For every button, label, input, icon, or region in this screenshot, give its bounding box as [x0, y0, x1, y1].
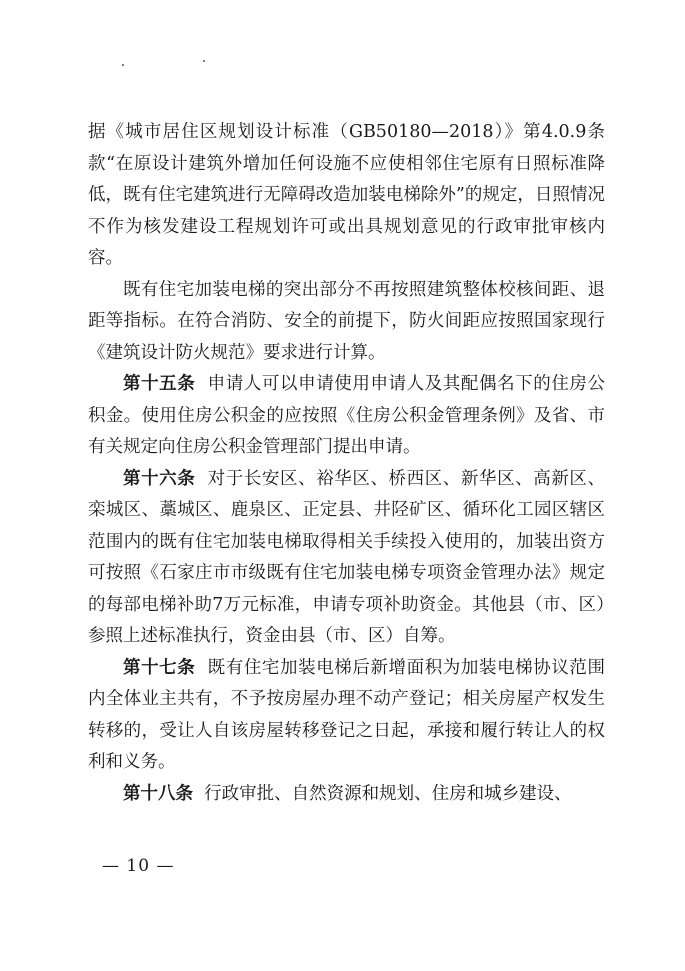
paragraph — [88, 275, 605, 370]
article-18 — [88, 779, 605, 811]
article-15 — [88, 369, 605, 464]
scan-speck — [122, 64, 124, 66]
article-heading: 第十八条 — [123, 783, 193, 804]
article-text: 申请人可以申请使用申请人及其配偶名下的住房公积金。使用住房公积金的应按照《住房公积金管理条例》及省、市有关规定向住房公积金管理部门提出申请。 — [88, 374, 606, 457]
paragraph — [88, 117, 605, 275]
article-text: 行政审批、自然资源和规划、住房和城乡建设、 — [204, 783, 572, 804]
article-heading: 第十五条 — [123, 374, 196, 394]
article-heading: 第十六条 — [123, 468, 196, 489]
page-number: — 10 — — [102, 856, 175, 876]
body-text — [88, 117, 605, 810]
paragraph-text: 既有住宅加装电梯的突出部分不再按照建筑整体校核间距、退距等指标。在符合消防、安全的前提下，防火间距应按照国家现行《建筑设计防火规范》要求进行计算。 — [88, 279, 605, 363]
article-text: 既有住宅加装电梯后新增面积为加装电梯协议范围内全体业主共有，不予按房屋办理不动产登记；相关房屋产权发生转移的，受让人自该房屋转移登记之日起，承接和履行转让人的权利和义务。 — [88, 657, 606, 772]
article-heading: 第十七条 — [123, 657, 196, 678]
article-text: 对于长安区、裕华区、桥西区、新华区、高新区、栾城区、藁城区、鹿泉区、正定县、井陉矿区、循环化工园区辖区范围内的既有住宅加装电梯取得相关手续投入使用的，加装出资方可按照《石家庄市市级既有住宅加装电梯专项资金管理办法》规定的每部电梯补助7万元标准，申请专项补助资金。其他县（市、区）参照上述标准执行，资金由县（市、区）自筹。 — [88, 468, 606, 646]
paragraph-text: 据《城市居住区规划设计标准（GB50180—2018）》第4.0.9条款“在原设计建筑外增加任何设施不应使相邻住宅原有日照标准降低，既有住宅建筑进行无障碍改造加装电梯除外”的规定，日照情况不作为核发建设工程规划许可或出具规划意见的行政审批审核内容。 — [88, 122, 605, 268]
article-16 — [88, 464, 605, 653]
scan-speck — [203, 60, 205, 62]
article-17 — [88, 653, 605, 779]
